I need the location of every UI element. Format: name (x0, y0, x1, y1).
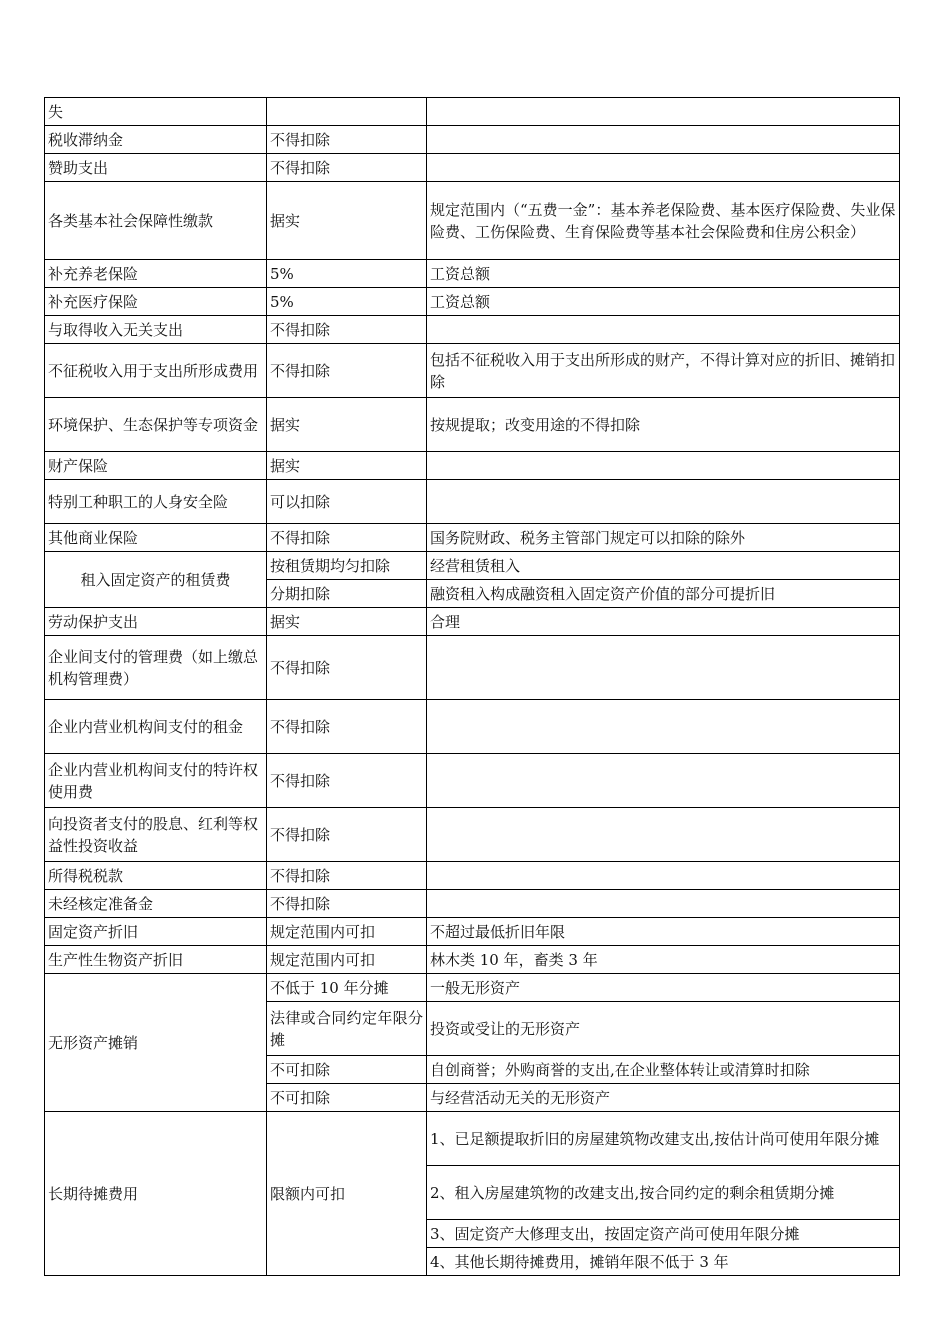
note-cell (427, 636, 900, 700)
table-row (45, 754, 900, 808)
item-cell: 企业内营业机构间支付的特许权使用费 (45, 754, 267, 808)
note-cell (427, 154, 900, 182)
note-cell: 4、其他长期待摊费用，摊销年限不低于 3 年 (427, 1248, 900, 1276)
note-cell: 融资租入构成融资租入固定资产价值的部分可提折旧 (427, 580, 900, 608)
note-cell (427, 126, 900, 154)
treatment-cell: 法律或合同约定年限分摊 (267, 1002, 427, 1056)
note-cell: 不超过最低折旧年限 (427, 918, 900, 946)
item-cell: 环境保护、生态保护等专项资金 (45, 398, 267, 452)
item-cell: 补充养老保险 (45, 260, 267, 288)
note-cell: 林木类 10 年，畜类 3 年 (427, 946, 900, 974)
item-cell: 各类基本社会保障性缴款 (45, 182, 267, 260)
note-cell: 规定范围内（“五费一金”：基本养老保险费、基本医疗保险费、失业保险费、工伤保险费、生育保险费等基本社会保险费和住房公积金） (427, 182, 900, 260)
treatment-cell: 不得扣除 (267, 700, 427, 754)
note-cell: 2、租入房屋建筑物的改建支出,按合同约定的剩余租赁期分摊 (427, 1166, 900, 1220)
table-row (45, 182, 900, 260)
table-row (45, 946, 900, 974)
treatment-cell: 不可扣除 (267, 1084, 427, 1112)
table-row (45, 98, 900, 126)
treatment-cell: 不得扣除 (267, 890, 427, 918)
item-cell: 税收滞纳金 (45, 126, 267, 154)
table-row (45, 918, 900, 946)
note-cell: 1、已足额提取折旧的房屋建筑物改建支出,按估计尚可使用年限分摊 (427, 1112, 900, 1166)
note-cell: 自创商誉；外购商誉的支出,在企业整体转让或清算时扣除 (427, 1056, 900, 1084)
item-cell: 无形资产摊销 (45, 974, 267, 1112)
note-cell: 与经营活动无关的无形资产 (427, 1084, 900, 1112)
note-cell: 包括不征税收入用于支出所形成的财产，不得计算对应的折旧、摊销扣除 (427, 344, 900, 398)
table-row (45, 552, 900, 580)
note-cell (427, 754, 900, 808)
note-cell: 合理 (427, 608, 900, 636)
item-cell: 财产保险 (45, 452, 267, 480)
treatment-cell: 不得扣除 (267, 754, 427, 808)
table-row (45, 974, 900, 1002)
note-cell (427, 890, 900, 918)
treatment-cell: 不得扣除 (267, 154, 427, 182)
item-cell: 租入固定资产的租赁费 (45, 552, 267, 608)
item-cell: 企业间支付的管理费（如上缴总机构管理费） (45, 636, 267, 700)
treatment-cell: 据实 (267, 182, 427, 260)
table-row (45, 700, 900, 754)
table-row (45, 398, 900, 452)
note-cell (427, 862, 900, 890)
item-cell: 长期待摊费用 (45, 1112, 267, 1276)
item-cell: 不征税收入用于支出所形成费用 (45, 344, 267, 398)
table-row (45, 890, 900, 918)
treatment-cell: 不得扣除 (267, 808, 427, 862)
item-cell: 赞助支出 (45, 154, 267, 182)
note-cell (427, 480, 900, 524)
treatment-cell (267, 98, 427, 126)
note-cell: 按规提取；改变用途的不得扣除 (427, 398, 900, 452)
table-row (45, 154, 900, 182)
treatment-cell: 不得扣除 (267, 636, 427, 700)
note-cell (427, 452, 900, 480)
item-cell: 企业内营业机构间支付的租金 (45, 700, 267, 754)
note-cell (427, 316, 900, 344)
table-row (45, 288, 900, 316)
treatment-cell: 规定范围内可扣 (267, 946, 427, 974)
deduction-table (44, 97, 900, 1276)
table-row (45, 480, 900, 524)
note-cell: 3、固定资产大修理支出，按固定资产尚可使用年限分摊 (427, 1220, 900, 1248)
treatment-cell: 可以扣除 (267, 480, 427, 524)
treatment-cell: 不可扣除 (267, 1056, 427, 1084)
treatment-cell: 不得扣除 (267, 126, 427, 154)
treatment-cell: 据实 (267, 452, 427, 480)
treatment-cell: 不低于 10 年分摊 (267, 974, 427, 1002)
table-row (45, 862, 900, 890)
item-cell: 所得税税款 (45, 862, 267, 890)
note-cell: 一般无形资产 (427, 974, 900, 1002)
item-cell: 劳动保护支出 (45, 608, 267, 636)
note-cell (427, 700, 900, 754)
note-cell: 工资总额 (427, 288, 900, 316)
treatment-cell: 限额内可扣 (267, 1112, 427, 1276)
table-row (45, 126, 900, 154)
treatment-cell: 5% (267, 260, 427, 288)
table-row (45, 452, 900, 480)
item-cell: 未经核定准备金 (45, 890, 267, 918)
table-row (45, 316, 900, 344)
item-cell: 向投资者支付的股息、红利等权益性投资收益 (45, 808, 267, 862)
item-cell: 特别工种职工的人身安全险 (45, 480, 267, 524)
item-cell: 固定资产折旧 (45, 918, 267, 946)
item-cell: 与取得收入无关支出 (45, 316, 267, 344)
treatment-cell: 规定范围内可扣 (267, 918, 427, 946)
item-cell: 生产性生物资产折旧 (45, 946, 267, 974)
item-cell: 其他商业保险 (45, 524, 267, 552)
note-cell: 经营租赁租入 (427, 552, 900, 580)
note-cell (427, 98, 900, 126)
treatment-cell: 不得扣除 (267, 862, 427, 890)
treatment-cell: 不得扣除 (267, 344, 427, 398)
treatment-cell: 5% (267, 288, 427, 316)
treatment-cell: 分期扣除 (267, 580, 427, 608)
note-cell: 工资总额 (427, 260, 900, 288)
treatment-cell: 按租赁期均匀扣除 (267, 552, 427, 580)
table-row (45, 1112, 900, 1166)
note-cell (427, 808, 900, 862)
table-row (45, 808, 900, 862)
treatment-cell: 不得扣除 (267, 316, 427, 344)
treatment-cell: 不得扣除 (267, 524, 427, 552)
table-row (45, 524, 900, 552)
item-cell: 补充医疗保险 (45, 288, 267, 316)
item-cell: 失 (45, 98, 267, 126)
treatment-cell: 据实 (267, 608, 427, 636)
table-row (45, 608, 900, 636)
table-row (45, 260, 900, 288)
table-row (45, 344, 900, 398)
table-row (45, 636, 900, 700)
note-cell: 投资或受让的无形资产 (427, 1002, 900, 1056)
note-cell: 国务院财政、税务主管部门规定可以扣除的除外 (427, 524, 900, 552)
treatment-cell: 据实 (267, 398, 427, 452)
